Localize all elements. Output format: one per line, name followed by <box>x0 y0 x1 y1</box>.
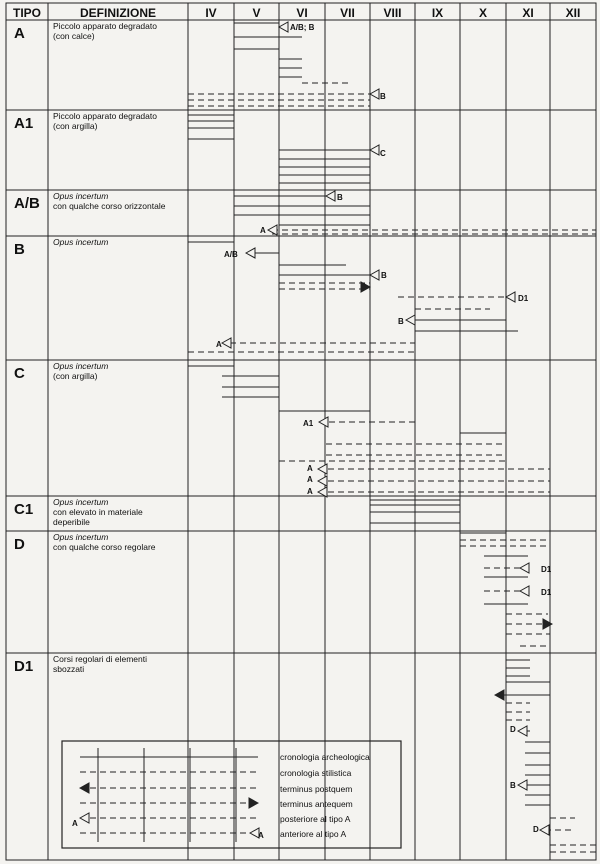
terminus-arrow <box>495 690 504 700</box>
century-header: IX <box>431 6 444 20</box>
row-definition-line: con qualche corso orizzontale <box>53 201 166 211</box>
legend-marker-a-right: A <box>258 831 264 840</box>
table-grid <box>6 3 596 860</box>
row-definition-line: (con argilla) <box>53 371 98 381</box>
posterior-arrow <box>370 89 379 99</box>
row-tipo-label: D <box>14 536 25 553</box>
marker-label-d1-3: D1 <box>541 588 552 597</box>
posterior-arrow <box>520 586 529 596</box>
header-tipo: TIPO <box>12 6 42 20</box>
posterior-arrow <box>370 270 379 280</box>
row-definition-line: deperibile <box>53 517 90 527</box>
marker-labels <box>216 23 552 834</box>
marker-label-b-2: B <box>337 193 343 202</box>
posterior-arrow <box>540 825 549 835</box>
posterior-arrow <box>318 476 327 486</box>
row-definition-line: Opus incertum <box>53 191 109 201</box>
century-header: VI <box>296 6 308 20</box>
posterior-arrow <box>80 813 89 823</box>
posterior-arrow <box>370 145 379 155</box>
marker-label-a-b-b: A/B; B <box>290 23 315 32</box>
marker-label-b-3: B <box>381 271 387 280</box>
century-header: IV <box>205 6 217 20</box>
century-header: VII <box>340 6 355 20</box>
row-definition-line: Opus incertum <box>53 497 109 507</box>
legend <box>62 741 401 848</box>
chronology-bars <box>188 23 596 852</box>
terminus-arrow <box>249 798 258 808</box>
century-header: XII <box>565 6 581 20</box>
row-labels <box>14 21 166 675</box>
marker-label-a-1: A <box>260 226 266 235</box>
posterior-arrow <box>518 726 527 736</box>
row-definition-line: Piccolo apparato degradato <box>53 111 157 121</box>
row-definition-line: Opus incertum <box>53 237 109 247</box>
marker-label-a-b: A/B <box>224 250 238 259</box>
terminus-arrow <box>361 282 370 292</box>
row-definition-line: con qualche corso regolare <box>53 542 156 552</box>
posterior-arrow <box>518 780 527 790</box>
header-definizione: DEFINIZIONE <box>79 6 157 20</box>
terminus-arrow <box>543 619 552 629</box>
marker-label-b-1: B <box>380 92 386 101</box>
row-definition-line: Piccolo apparato degradato <box>53 21 157 31</box>
row-definition-line: Opus incertum <box>53 361 109 371</box>
marker-label-a1: A1 <box>303 419 314 428</box>
row-tipo-label: A/B <box>14 195 40 212</box>
posterior-arrow <box>506 292 515 302</box>
century-header: XI <box>522 6 534 20</box>
legend-item-posteriore: posteriore al tipo A <box>280 814 351 824</box>
posterior-arrow <box>406 315 415 325</box>
arrow-markers <box>222 22 552 835</box>
legend-item-stilistica: cronologia stilistica <box>280 768 352 778</box>
row-definition-line: con elevato in materiale <box>53 507 143 517</box>
row-definition-line: Opus incertum <box>53 532 109 542</box>
marker-label-a-3: A <box>307 464 313 473</box>
terminus-arrow <box>80 783 89 793</box>
row-tipo-label: C1 <box>14 501 34 518</box>
century-header: V <box>252 6 261 20</box>
row-tipo-label: C <box>14 365 25 382</box>
legend-item-postquem: terminus postquem <box>280 784 353 794</box>
row-definition-line: (con argilla) <box>53 121 98 131</box>
century-header: X <box>478 6 488 20</box>
legend-item-archeologica: cronologia archeologica <box>280 752 370 762</box>
century-headers <box>205 6 580 20</box>
row-definition-line: (con calce) <box>53 31 95 41</box>
row-tipo-label: D1 <box>14 658 34 675</box>
legend-lines <box>80 748 259 842</box>
marker-label-b-4: B <box>398 317 404 326</box>
posterior-arrow <box>222 338 231 348</box>
posterior-arrow <box>246 248 255 258</box>
century-header: VIII <box>383 6 402 20</box>
row-definition-line: Corsi regolari di elementi <box>53 654 148 664</box>
row-tipo-label: A1 <box>14 115 34 132</box>
table-frame <box>6 3 596 860</box>
legend-item-anteriore: anteriore al tipo A <box>280 829 347 839</box>
marker-label-d1-1: D1 <box>518 294 529 303</box>
posterior-arrow <box>279 22 288 32</box>
posterior-arrow <box>326 191 335 201</box>
marker-label-a-2: A <box>216 340 222 349</box>
marker-label-a-4: A <box>307 475 313 484</box>
marker-label-d-2: D <box>533 825 539 834</box>
row-tipo-label: B <box>14 241 25 258</box>
marker-label-d-1: D <box>510 725 516 734</box>
posterior-arrow <box>319 417 328 427</box>
row-definition-line: sbozzati <box>53 664 85 674</box>
posterior-arrow <box>318 464 327 474</box>
marker-label-a-5: A <box>307 487 313 496</box>
legend-item-antequem: terminus antequem <box>280 799 353 809</box>
posterior-arrow <box>520 563 529 573</box>
legend-marker-a-left: A <box>72 819 78 828</box>
row-tipo-label: A <box>14 25 25 42</box>
marker-label-c: C <box>380 149 386 158</box>
marker-label-b-5: B <box>510 781 516 790</box>
marker-label-d1-2: D1 <box>541 565 552 574</box>
